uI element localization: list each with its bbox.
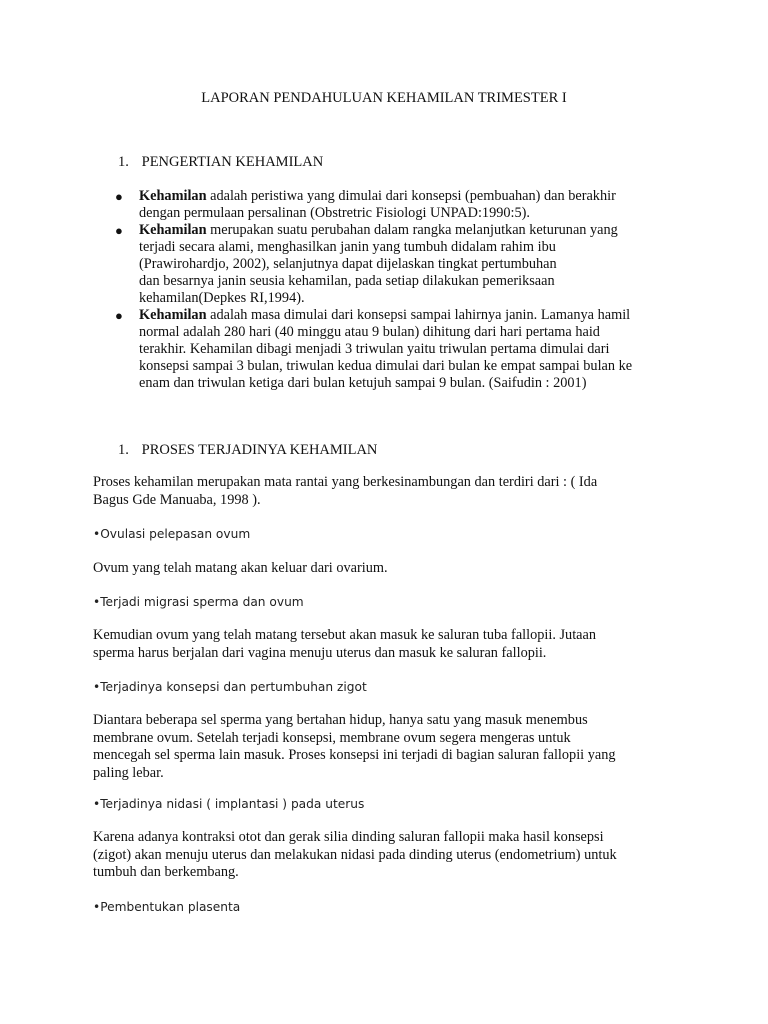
paragraph-nidasi	[93, 829, 693, 882]
bold-term: Kehamilan	[139, 307, 207, 323]
section-number: 1.	[118, 154, 129, 170]
subheading-migrasi: •Terjadi migrasi sperma dan ovum	[93, 595, 304, 609]
section-heading-text: PROSES TERJADINYA KEHAMILAN	[141, 442, 378, 458]
paragraph-line: (zigot) akan menuju uterus dan melakukan nidasi pada dinding uterus (endometrium) untuk	[93, 846, 617, 863]
bullet-dot-icon: ●	[115, 189, 123, 204]
bullet-text-line: dan besarnya janin seusia kehamilan, pada setiap dilakukan pemeriksaan	[139, 273, 555, 289]
paragraph-line: mencegah sel sperma lain masuk. Proses konsepsi ini terjadi di bagian saluran fallopii yang	[93, 747, 616, 763]
bullet-text-line: konsepsi sampai 3 bulan, triwulan kedua dimulai dari bulan ke empat sampai bulan ke	[139, 358, 633, 374]
bold-term: Kehamilan	[139, 222, 207, 238]
paragraph-line: sperma harus berjalan dari vagina menuju uterus dan masuk ke saluran fallopii.	[93, 644, 547, 661]
paragraph-line: Karena adanya kontraksi otot dan gerak silia dinding saluran fallopii maka hasil konsepsi	[93, 829, 604, 845]
document-title: LAPORAN PENDAHULUAN KEHAMILAN TRIMESTER I	[201, 90, 567, 106]
paragraph-line: Kemudian ovum yang telah matang tersebut akan masuk ke saluran tuba fallopii. Jutaan	[93, 627, 597, 643]
paragraph-migrasi	[93, 627, 693, 662]
paragraph-line: Ovum yang telah matang akan keluar dari ovarium.	[93, 560, 388, 576]
paragraph-line: Proses kehamilan merupakan mata rantai yang berkesinambungan dan terdiri dari : ( Ida	[93, 474, 598, 490]
bullet-dot-icon: ●	[115, 223, 123, 238]
bullet-text-line: kehamilan(Depkes RI,1994).	[139, 290, 305, 306]
paragraph-line: paling lebar.	[93, 764, 164, 781]
bullet-text-line: adalah peristiwa yang dimulai dari konsepsi (pembuahan) dan berakhir	[206, 188, 616, 204]
bullet-text-line: (Prawirohardjo, 2002), selanjutnya dapat dijelaskan tingkat pertumbuhan	[139, 256, 557, 272]
paragraph-line: tumbuh dan berkembang.	[93, 864, 239, 880]
bullet-text-line: adalah masa dimulai dari konsepsi sampai lahirnya janin. Lamanya hamil	[206, 307, 631, 323]
bullet-dot-icon: ●	[115, 308, 123, 323]
subheading-nidasi: •Terjadinya nidasi ( implantasi ) pada uterus	[93, 797, 365, 811]
definition-bullet-list	[115, 188, 675, 392]
paragraph-ovulasi	[93, 560, 693, 578]
bullet-text-line: dengan permulaan persalinan (Obstretric Fisiologi UNPAD:1990:5).	[139, 205, 530, 221]
section-heading-pengertian	[118, 152, 323, 172]
paragraph-line: Diantara beberapa sel sperma yang bertahan hidup, hanya satu yang masuk menembus	[93, 712, 588, 728]
paragraph-konsepsi	[93, 712, 693, 782]
bullet-text-line: terakhir. Kehamilan dibagi menjadi 3 triwulan yaitu triwulan pertama dimulai dari	[139, 341, 610, 357]
bullet-text-line: enam dan triwulan ketiga dari bulan ketujuh sampai 9 bulan. (Saifudin : 2001)	[139, 375, 587, 391]
subheading-plasenta: •Pembentukan plasenta	[93, 900, 241, 914]
list-item	[115, 307, 675, 392]
list-item	[115, 222, 675, 307]
bold-term: Kehamilan	[139, 188, 207, 204]
subheading-konsepsi: •Terjadinya konsepsi dan pertumbuhan zigot	[93, 680, 367, 694]
subheading-ovulasi: •Ovulasi pelepasan ovum	[93, 527, 251, 541]
section-number: 1.	[118, 442, 129, 458]
bullet-text-line: merupakan suatu perubahan dalam rangka melanjutkan keturunan yang	[206, 222, 618, 238]
intro-paragraph	[93, 474, 693, 509]
section-heading-proses	[118, 440, 377, 460]
paragraph-line: membrane ovum. Setelah terjadi konsepsi, membrane ovum segera mengeras untuk	[93, 729, 571, 746]
bullet-text-line: terjadi secara alami, menghasilkan janin yang tumbuh didalam rahim ibu	[139, 239, 556, 255]
paragraph-line: Bagus Gde Manuaba, 1998 ).	[93, 491, 261, 508]
bullet-text-line: normal adalah 280 hari (40 minggu atau 9 bulan) dihitung dari hari pertama haid	[139, 324, 600, 340]
list-item	[115, 188, 675, 222]
section-heading-text: PENGERTIAN KEHAMILAN	[141, 154, 324, 170]
